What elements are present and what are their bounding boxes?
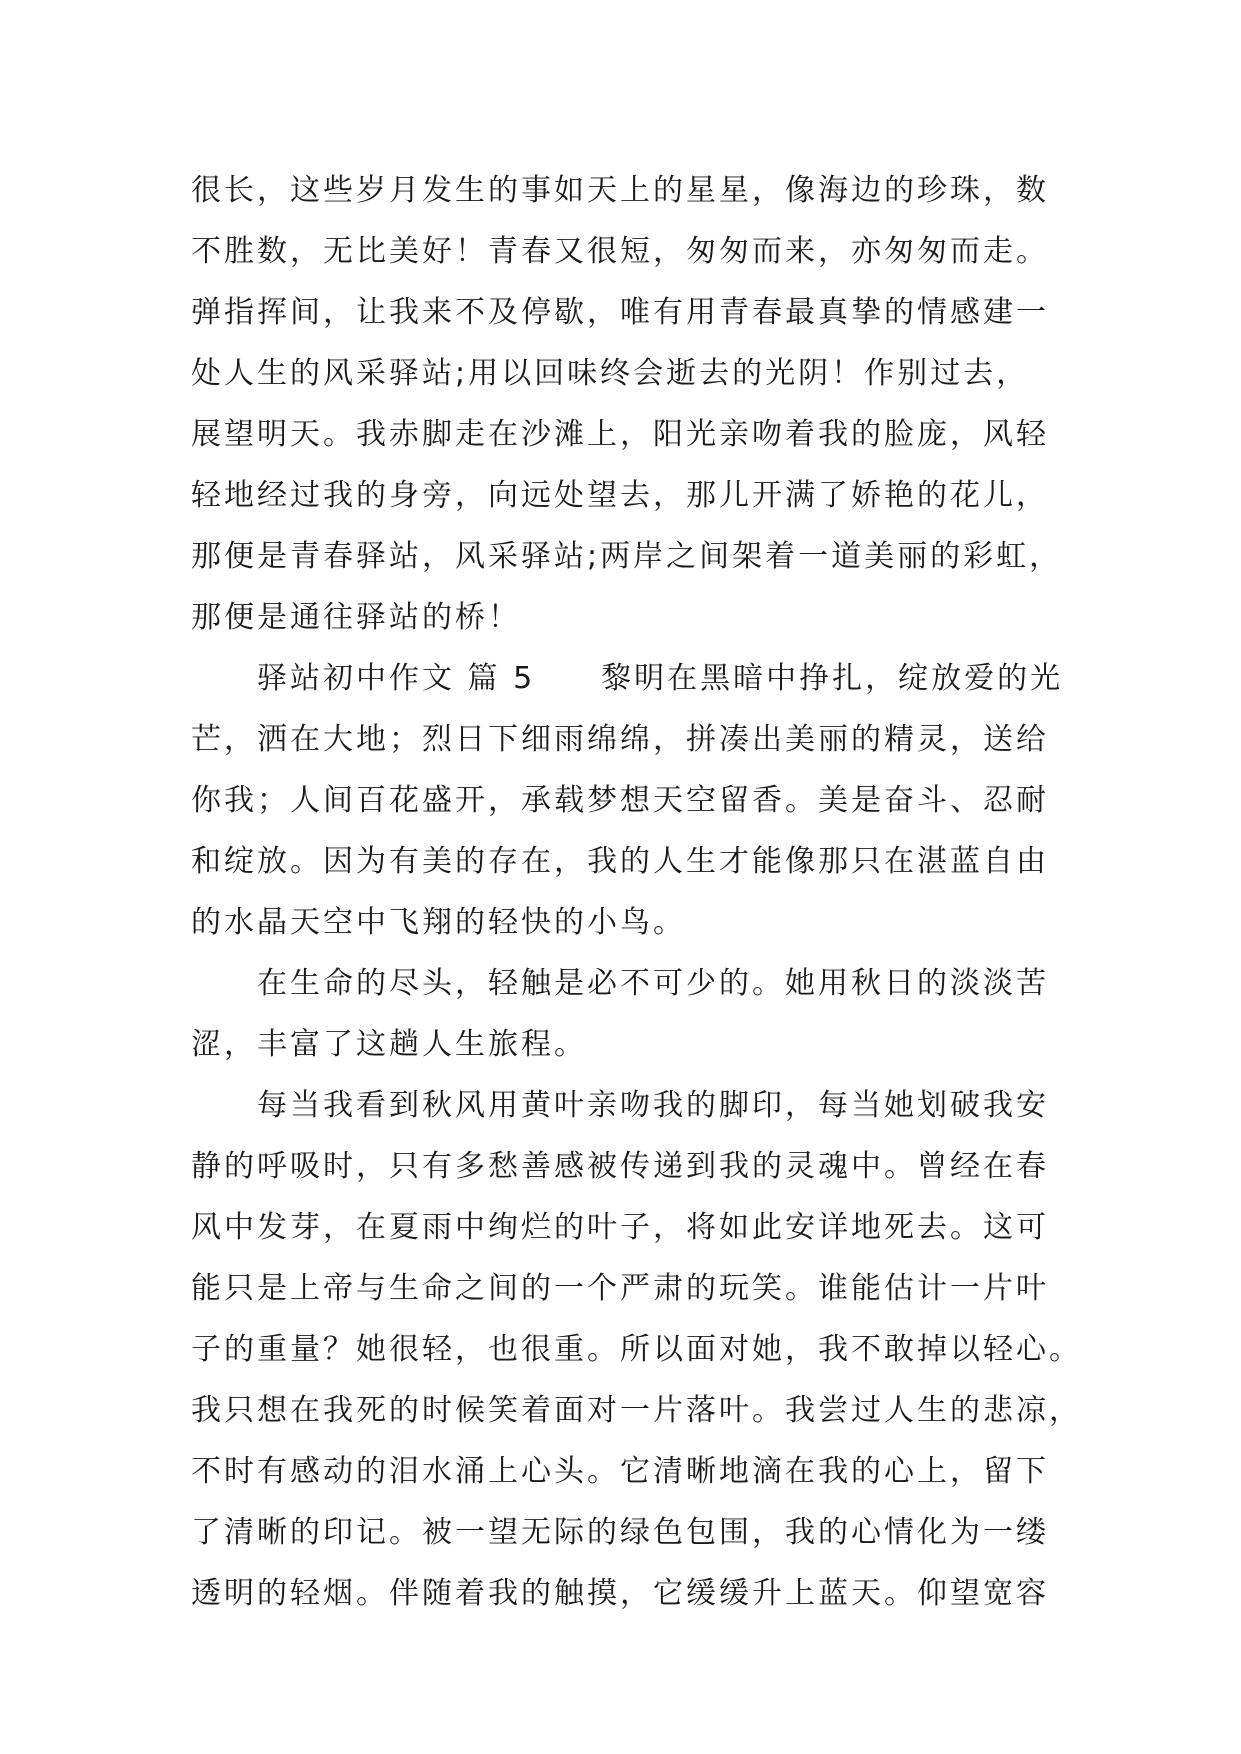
text-line: 展望明天。我赤脚走在沙滩上，阳光亲吻着我的脸庞，风轻 [191, 417, 1049, 452]
text-line: 子的重量？她很轻，也很重。所以面对她，我不敢掉以轻心。 [191, 1332, 1082, 1367]
text-line: 弹指挥间，让我来不及停歇，唯有用青春最真挚的情感建一 [191, 295, 1049, 330]
text-line: 轻地经过我的身旁，向远处望去，那儿开满了娇艳的花儿， [191, 478, 1049, 513]
text-line: 你我；人间百花盛开，承载梦想天空留香。美是奋斗、忍耐 [191, 783, 1049, 818]
text-line: 不胜数，无比美好！青春又很短，匆匆而来，亦匆匆而走。 [191, 234, 1049, 269]
text-line: 能只是上帝与生命之间的一个严肃的玩笑。谁能估计一片叶 [191, 1271, 1049, 1306]
text-line: 处人生的风采驿站;用以回味终会逝去的光阴！作别过去， [191, 356, 1030, 391]
text-line: 涩，丰富了这趟人生旅程。 [191, 1027, 587, 1062]
text-line: 透明的轻烟。伴随着我的触摸，它缓缓升上蓝天。仰望宽容 [191, 1576, 1049, 1611]
text-line: 很长，这些岁月发生的事如天上的星星，像海边的珍珠，数 [191, 173, 1049, 208]
body-text [191, 160, 1082, 1624]
text-line: 不时有感动的泪水涌上心头。它清晰地滴在我的心上，留下 [191, 1454, 1049, 1489]
text-line: 静的呼吸时，只有多愁善感被传递到我的灵魂中。曾经在春 [191, 1149, 1049, 1184]
text-line: 了清晰的印记。被一望无际的绿色包围，我的心情化为一缕 [191, 1515, 1049, 1550]
text-line: 芒，洒在大地；烈日下细雨绵绵，拼凑出美丽的精灵，送给 [191, 722, 1049, 757]
text-line: 每当我看到秋风用黄叶亲吻我的脚印，每当她划破我安 [191, 1088, 1049, 1123]
text-line: 风中发芽，在夏雨中绚烂的叶子，将如此安详地死去。这可 [191, 1210, 1049, 1245]
text-line: 我只想在我死的时候笑着面对一片落叶。我尝过人生的悲凉， [191, 1393, 1082, 1428]
text-line: 那便是青春驿站，风采驿站;两岸之间架着一道美丽的彩虹， [191, 539, 1063, 574]
text-line: 那便是通往驿站的桥！ [191, 600, 521, 635]
section-heading-line: 驿站初中作文 篇 5 黎明在黑暗中挣扎，绽放爱的光 [191, 661, 1064, 696]
text-line: 和绽放。因为有美的存在，我的人生才能像那只在湛蓝自由 [191, 844, 1049, 879]
text-line: 在生命的尽头，轻触是必不可少的。她用秋日的淡淡苦 [191, 966, 1049, 1001]
text-line: 的水晶天空中飞翔的轻快的小鸟。 [191, 905, 686, 940]
